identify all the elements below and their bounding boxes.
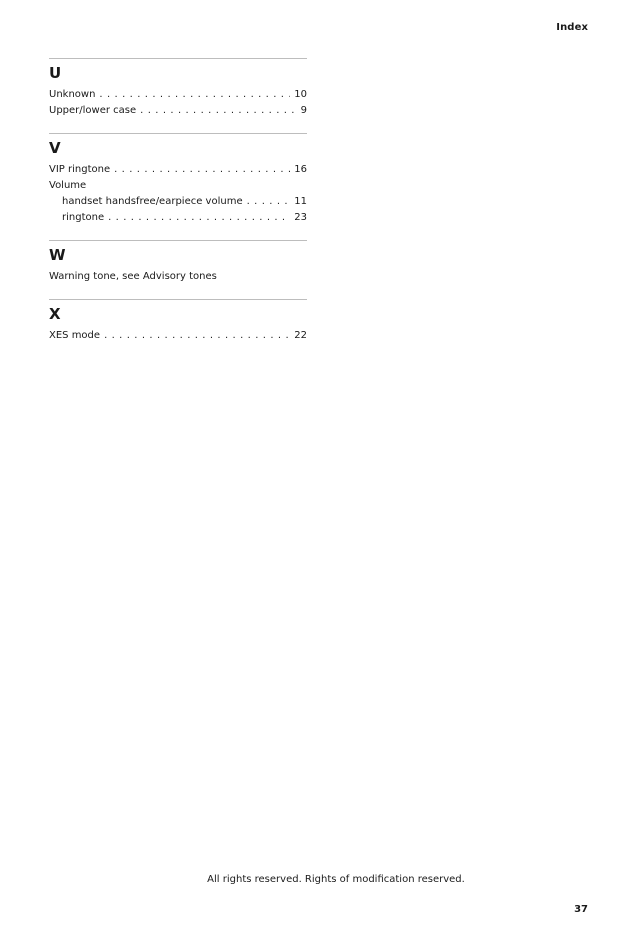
section-letter: W xyxy=(49,246,66,264)
entry-label: Volume xyxy=(49,180,87,191)
entry-label: XES mode xyxy=(49,330,101,341)
index-subentry xyxy=(49,210,307,226)
index-entry xyxy=(49,328,307,344)
entry-label: Unknown xyxy=(49,89,96,100)
dot-leader xyxy=(114,162,290,178)
index-section-w xyxy=(49,240,307,285)
section-letter: U xyxy=(49,64,62,82)
entry-page-number: 23 xyxy=(294,212,307,223)
copyright-notice: All rights reserved. Rights of modification reserved. xyxy=(207,874,465,885)
dot-leader xyxy=(247,194,291,210)
entry-page-number: 16 xyxy=(294,164,307,175)
index-entry xyxy=(49,269,307,285)
entry-page-number: 11 xyxy=(294,196,307,207)
entry-page-number: 10 xyxy=(294,89,307,100)
index-section-v xyxy=(49,133,307,226)
page-number: 37 xyxy=(574,904,588,915)
entry-page-number: 9 xyxy=(300,105,307,116)
page-header-title: Index xyxy=(556,22,588,33)
dot-leader xyxy=(104,328,290,344)
index-entry xyxy=(49,87,307,103)
index-section-u xyxy=(49,58,307,119)
dot-leader xyxy=(99,87,290,103)
entry-label: Warning tone, see Advisory tones xyxy=(49,271,217,282)
index-column xyxy=(49,58,307,358)
index-section-x xyxy=(49,299,307,344)
index-entry-heading xyxy=(49,178,307,194)
section-letter: X xyxy=(49,305,61,323)
dot-leader xyxy=(140,103,296,119)
index-subentry xyxy=(49,194,307,210)
entry-label: Upper/lower case xyxy=(49,105,137,116)
entry-label: ringtone xyxy=(62,212,105,223)
section-letter: V xyxy=(49,139,61,157)
entry-label: handset handsfree/earpiece volume xyxy=(62,196,243,207)
index-entry xyxy=(49,103,307,119)
index-entry xyxy=(49,162,307,178)
entry-page-number: 22 xyxy=(294,330,307,341)
entry-label: VIP ringtone xyxy=(49,164,111,175)
dot-leader xyxy=(108,210,290,226)
